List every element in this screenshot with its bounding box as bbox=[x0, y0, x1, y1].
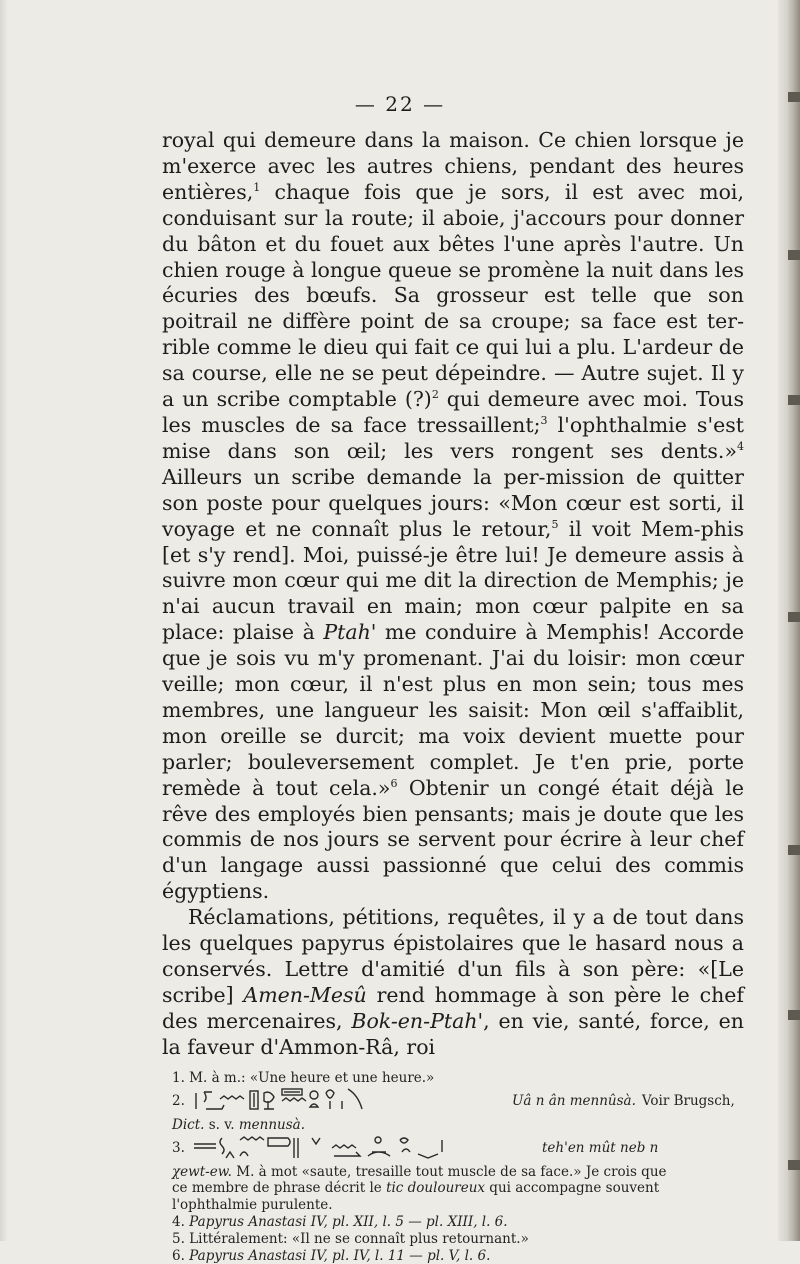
footnote-3: 3. teh'en mût neb n bbox=[172, 1134, 742, 1164]
footnote-6: 6. Papyrus Anastasi IV, pl. IV, l. 11 — pl. V, l. 6. bbox=[172, 1247, 491, 1264]
hieroglyph-group-icon bbox=[192, 1087, 502, 1117]
paragraph-2: Réclamations, pétitions, requêtes, il y a de tout dans les quelques papyrus épistolaires que le hasard nous a conservés. Lettre d'amitié d'un fils à son père: «[Le scribe] Amen-Mesû rend hommage à son père le chef des mercenaires, Bok-en-Ptah', en vie, santé, force, en la faveur d'Ammon-Râ, roi bbox=[162, 905, 744, 1059]
footnote-3-cont: χewt-ew. M. à mot «saute, tresaille tout muscle de sa face.» Je crois que bbox=[172, 1163, 667, 1180]
hieroglyph-group-icon bbox=[192, 1134, 532, 1164]
footnote-5: 5. Littéralement: «Il ne se connaît plus retournant.» bbox=[172, 1230, 529, 1247]
footnote-2: 2. Uâ n ân mennûsà. Voir Brugsch, bbox=[172, 1087, 742, 1117]
footnote-1: 1. M. à m.: «Une heure et une heure.» bbox=[172, 1070, 435, 1086]
footnote-ref-1: 1 bbox=[253, 180, 261, 194]
footnotes bbox=[172, 1070, 742, 1264]
page-edge bbox=[778, 0, 800, 1241]
page-number: — 22 — bbox=[354, 92, 446, 116]
footnote-ref-4: 4 bbox=[737, 439, 744, 453]
footnote-ref-2: 2 bbox=[431, 388, 439, 402]
footnote-4: 4. Papyrus Anastasi IV, pl. XII, l. 5 — pl. XIII, l. 6. bbox=[172, 1213, 508, 1230]
footnote-ref-3: 3 bbox=[540, 413, 548, 427]
footnote-ref-5: 5 bbox=[551, 517, 559, 531]
footnote-2-cont: Dict. s. v. mennusà. bbox=[172, 1116, 305, 1133]
footnote-ref-6: 6 bbox=[390, 776, 398, 790]
footnote-3-line3: l'ophthalmie purulente. bbox=[172, 1197, 333, 1214]
body-text bbox=[162, 128, 744, 1061]
binding-gutter bbox=[0, 0, 8, 1241]
paragraph-1: royal qui demeure dans la maison. Ce chien lorsque je m'exerce avec les autres chiens, pendant des heures entières,$^1$ chaque fois que je sors, il est avec moi, conduisant sur la route; il aboie, j'accours pour donner du bâton et du fouet aux bêtes l'une après l'autre. Un chien rouge à longue queue se promène la nuit dans les écuries des bœufs. Sa grosseur est telle que son poitrail ne diffère point de sa croupe; sa face est ter-rible comme le dieu qui fait ce qui lui a plu. L'ardeur de sa course, elle ne se peut dépeindre. — Autre sujet. Il y a un scribe comptable (?)$^2$ qui demeure avec moi. Tous les muscles de sa face tressaillent;$^3$ l'ophthalmie s'est mise dans son œil; les vers rongent ses dents.»$^4$ Ailleurs un scribe demande la per-mission de quitter son poste pour quelques jours: «Mon cœur est sorti, il voyage et ne connaît plus le retour,$^5$ il voit Mem-phis [et s'y rend]. Moi, puissé-je être lui! Je demeure assis à suivre mon cœur qui me dit la direction de Memphis; je n'ai aucun travail en main; mon cœur palpite en sa place: plaise à Ptah' me conduire à Memphis! Accorde que je sois vu m'y promenant. J'ai du loisir: mon cœur veille; mon cœur, il n'est plus en mon sein; tous mes membres, une langueur les saisit: Mon œil s'affaiblit, mon oreille se durcit; ma voix devient muette pour parler; bouleversement complet. Je t'en prie, porte remède à tout cela.»$^6$ Obtenir un congé était déjà le rêve des employés bien pensants; mais je doute que les commis de nos jours se servent pour écrire à leur chef d'un langage aussi passionné que celui des commis égyptiens. bbox=[162, 128, 745, 904]
footnote-3-line2: ce membre de phrase décrit le tic douloureux qui accompagne souvent bbox=[172, 1180, 660, 1197]
